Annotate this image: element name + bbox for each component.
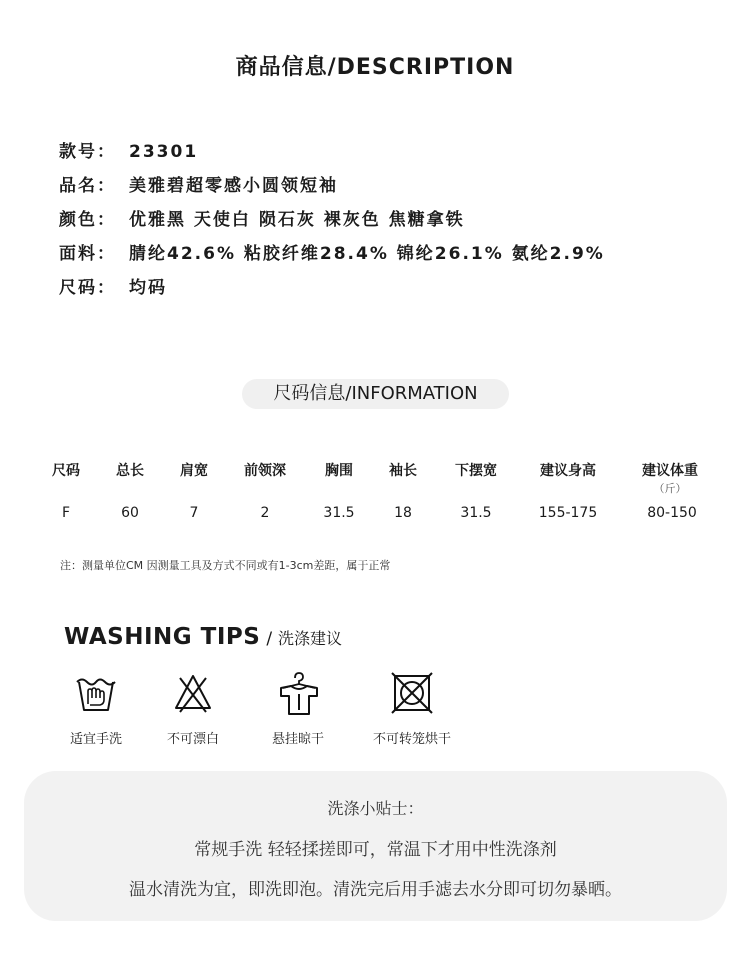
column-value: 2 <box>260 505 270 521</box>
wash-item-no-tumble-dry <box>367 670 457 747</box>
column-value: F <box>61 505 71 521</box>
column-header: 肩宽 <box>180 463 208 479</box>
column-value: 80-150 <box>647 505 697 521</box>
size-table <box>0 460 750 530</box>
spec-row-colors <box>59 208 605 242</box>
hang-dry-icon <box>275 670 321 716</box>
wash-item-no-bleach <box>148 670 238 747</box>
wash-item-hand-wash <box>51 670 141 747</box>
hand-wash-icon <box>73 670 119 716</box>
washing-title-en: WASHING TIPS <box>64 624 261 650</box>
spec-row-size <box>59 276 605 310</box>
column-header: 总长 <box>116 463 144 479</box>
tips-title: 洗涤小贴士： <box>327 799 424 818</box>
column-unit: （斤） <box>653 482 687 495</box>
spec-label: 品名： <box>59 176 116 196</box>
size-column <box>455 460 497 482</box>
column-value: 155-175 <box>538 505 598 521</box>
spec-label: 面料： <box>59 244 116 264</box>
measurement-note: 注：测量单位CM 因测量工具及方式不同或有1-3cm差距，属于正常 <box>60 559 391 572</box>
spec-value: 均码 <box>129 278 167 298</box>
wash-item-label: 悬挂晾干 <box>271 732 324 747</box>
spec-label: 尺码： <box>59 278 116 298</box>
washing-tips-box <box>24 771 727 921</box>
size-column <box>116 460 144 482</box>
tips-line: 常规手洗 轻轻揉搓即可，常温下才用中性洗涤剂 <box>194 840 557 860</box>
wash-item-hang-dry <box>253 670 343 747</box>
wash-item-label: 适宜手洗 <box>69 732 122 747</box>
size-column <box>52 460 80 482</box>
no-tumble-dry-icon <box>389 670 435 716</box>
no-bleach-icon <box>170 670 216 716</box>
spec-row-style-number <box>59 140 605 174</box>
size-column <box>389 460 417 482</box>
column-value: 7 <box>189 505 199 521</box>
spec-value: 腈纶42.6% 粘胶纤维28.4% 锦纶26.1% 氨纶2.9% <box>129 244 605 264</box>
washing-title-separator: / <box>266 629 273 649</box>
column-header: 下摆宽 <box>455 463 497 479</box>
tips-line: 温水清洗为宜，即洗即泡。清洗完后用手滤去水分即可切勿暴晒。 <box>129 880 622 900</box>
size-column <box>180 460 208 482</box>
column-value: 18 <box>394 505 412 521</box>
spec-row-product-name <box>59 174 605 208</box>
spec-label: 款号： <box>59 142 116 162</box>
column-header: 尺码 <box>52 463 80 479</box>
spec-value: 美雅碧超零感小圆领短袖 <box>129 176 338 196</box>
spec-value: 23301 <box>129 142 199 162</box>
size-column <box>540 460 596 482</box>
column-value: 31.5 <box>460 505 492 521</box>
size-column <box>325 460 353 482</box>
column-header: 前领深 <box>244 463 286 479</box>
column-value: 31.5 <box>323 505 355 521</box>
washing-title-zh: 洗涤建议 <box>278 629 343 648</box>
spec-list <box>59 140 605 310</box>
column-header: 胸围 <box>325 463 353 479</box>
spec-value: 优雅黑 天使白 陨石灰 裸灰色 焦糖拿铁 <box>129 210 465 230</box>
column-value: 60 <box>121 505 139 521</box>
washing-tips-title <box>64 624 342 650</box>
size-info-heading: 尺码信息/INFORMATION <box>242 379 509 409</box>
wash-item-label: 不可漂白 <box>166 732 219 747</box>
page-title: 商品信息/DESCRIPTION <box>235 55 515 80</box>
spec-label: 颜色： <box>59 210 116 230</box>
size-column <box>244 460 286 482</box>
size-column <box>642 460 698 496</box>
column-header: 袖长 <box>389 463 417 479</box>
column-header: 建议体重 <box>642 463 698 479</box>
spec-row-fabric <box>59 242 605 276</box>
column-header: 建议身高 <box>540 463 596 479</box>
wash-item-label: 不可转笼烘干 <box>372 732 451 747</box>
